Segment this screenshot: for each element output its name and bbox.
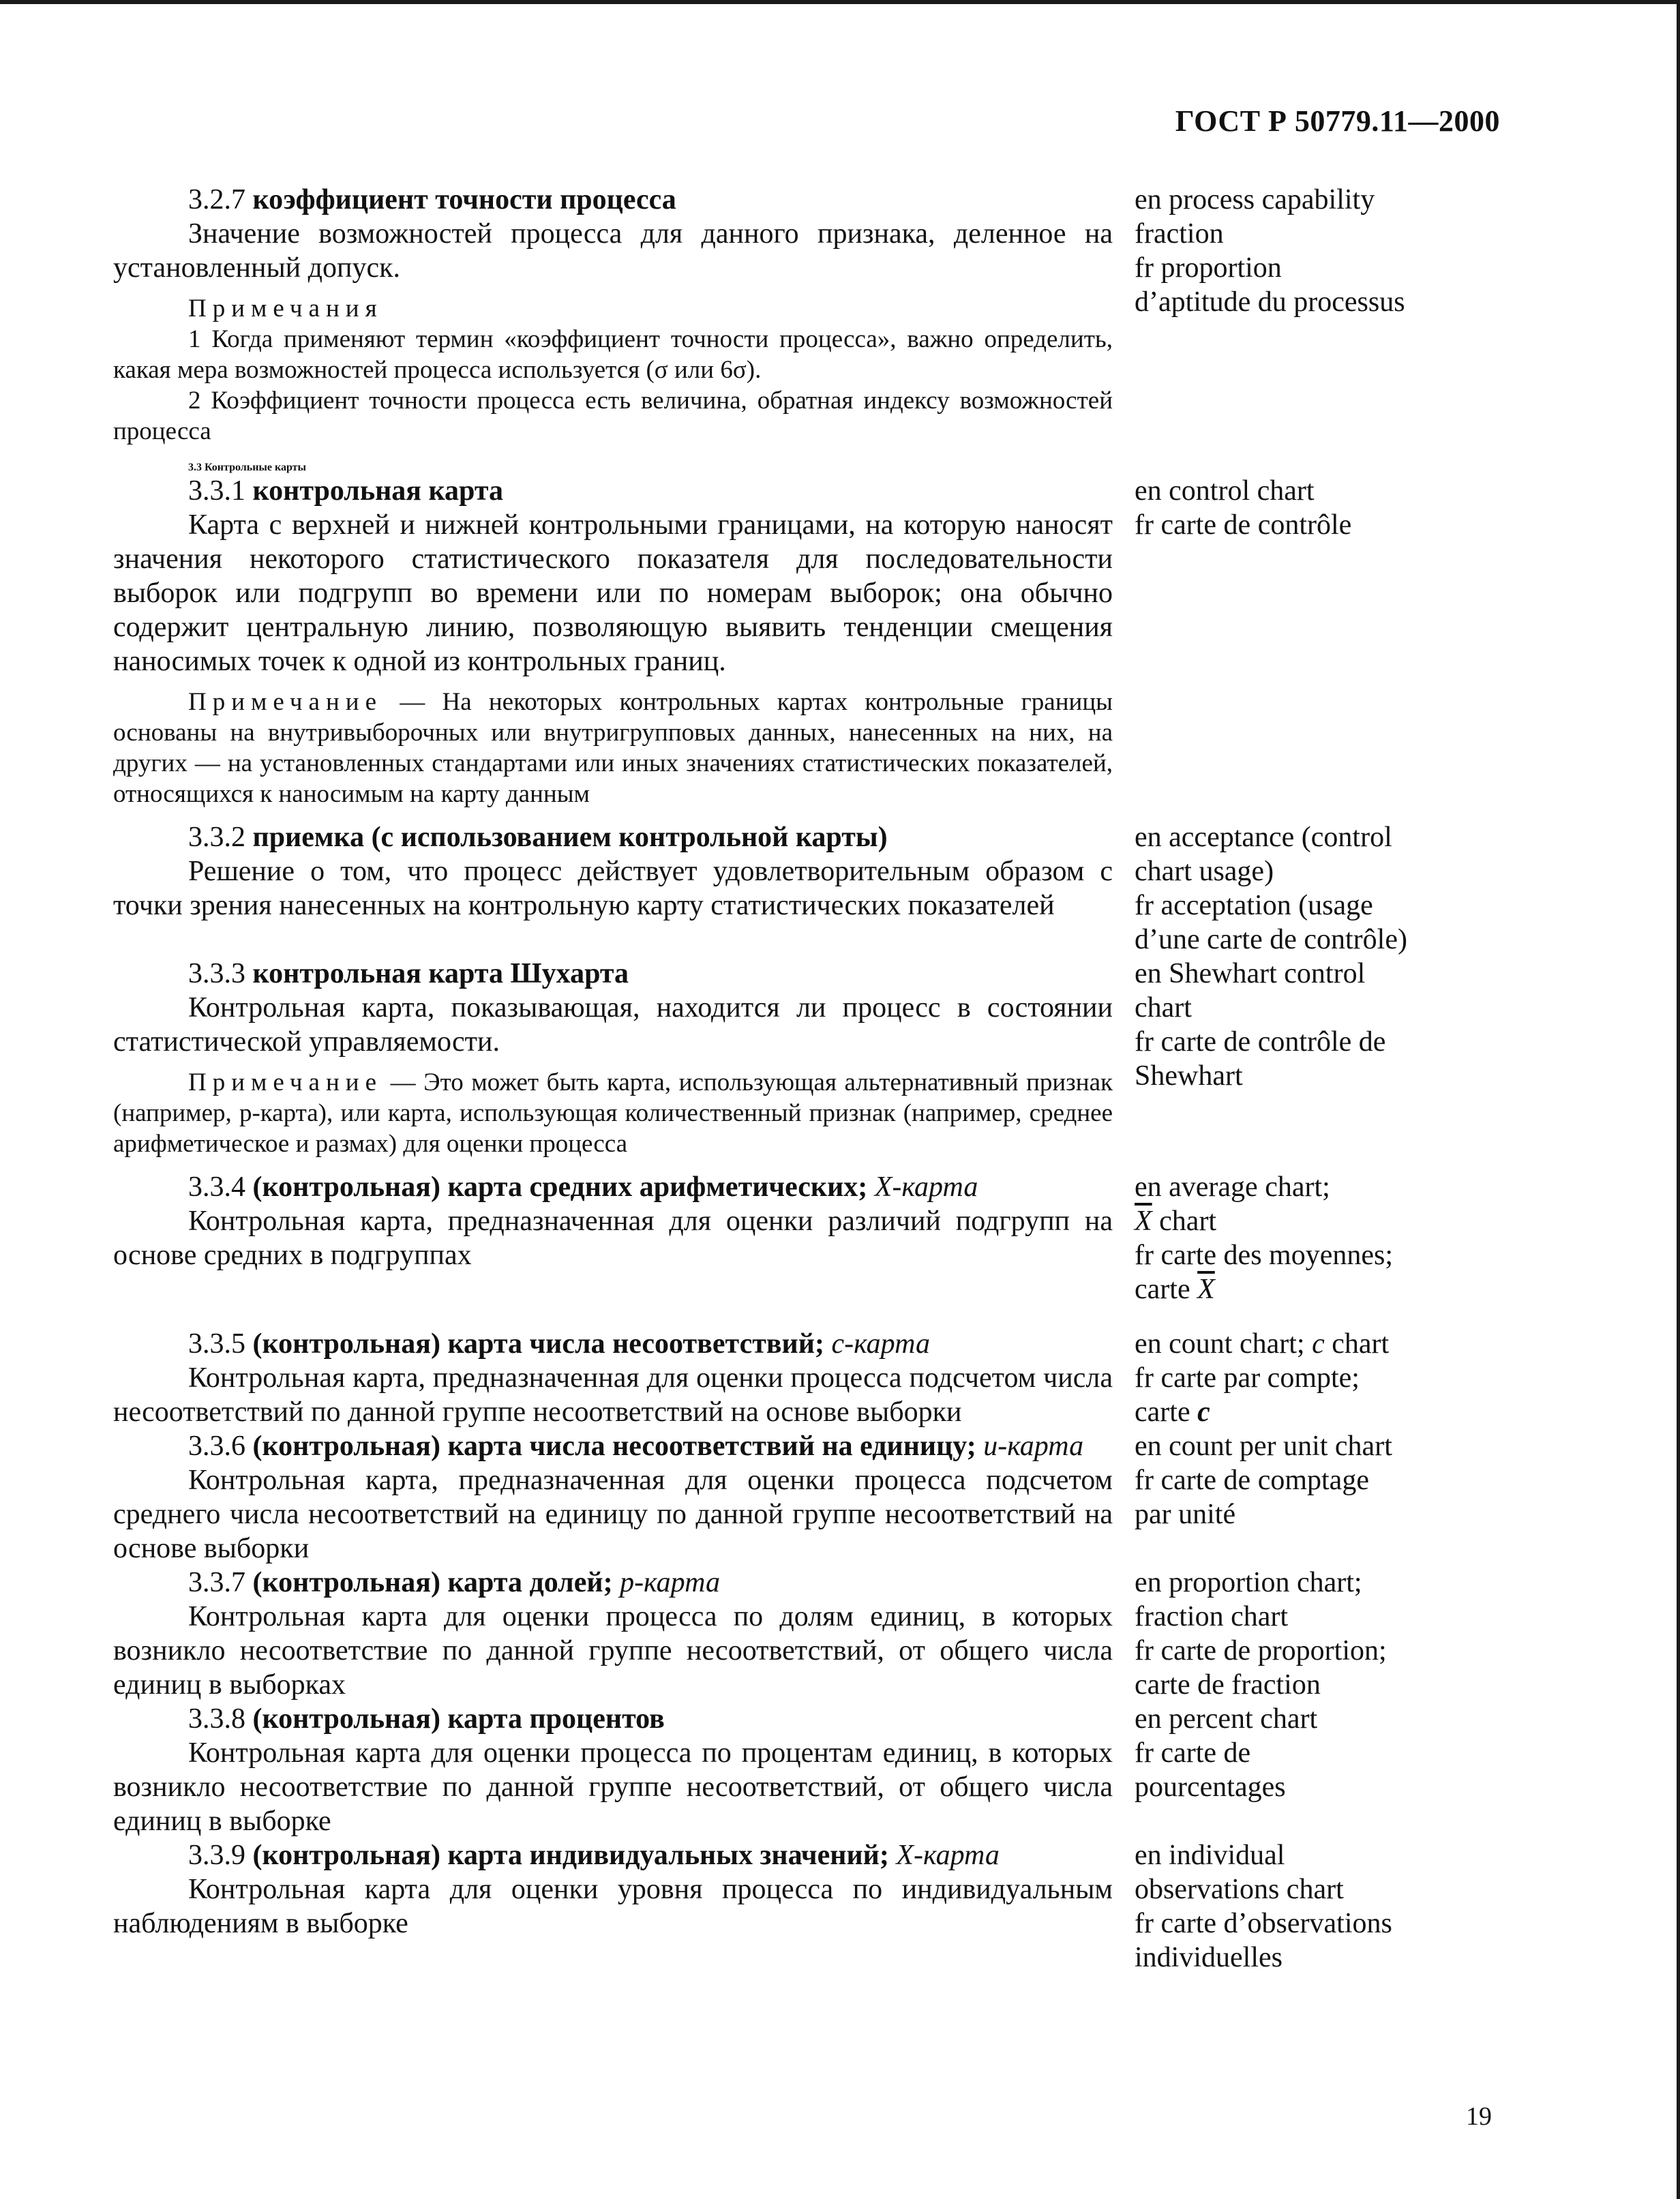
translations: en average chart; $\overline{X}$ chart fr carte des moyennes; carte $\overline{X}$ <box>1135 1171 1394 1305</box>
page-number: 19 <box>1466 2102 1492 2131</box>
note: Примечание — Это может быть карта, использующая альтернативный признак (например, p-карта), или карта, использующая количественный признак (например, среднее арифметическое и размах) для оценки процесса <box>113 1068 1113 1158</box>
term-heading: 3.3.5 (контрольная) карта числа несоответствий; c-карта <box>188 1328 930 1360</box>
term-heading: 3.2.7 коэффициент точности процесса <box>188 184 676 215</box>
term-name: (контрольная) карта числа несоответствий на единицу; <box>252 1431 976 1462</box>
translations: en percent chart fr carte de pourcentages <box>1135 1703 1318 1803</box>
term-name: контрольная карта <box>252 475 503 507</box>
term-name: приемка (с использованием контрольной карты) <box>252 822 888 853</box>
term-definition: Контрольная карта, предназначенная для оценки процесса подсчетом числа несоответствий по данной группе несоответствий на основе выборки <box>113 1362 1113 1428</box>
term-name: (контрольная) карта долей; <box>252 1567 613 1598</box>
term-name: (контрольная) карта процентов <box>252 1703 665 1735</box>
entry-3-3-5 <box>113 1327 1470 1429</box>
term-symbol: X-карта <box>874 1171 978 1203</box>
term-heading: 3.3.1 контрольная карта <box>188 475 503 507</box>
term-heading: 3.3.4 (контрольная) карта средних арифметических; X-карта <box>188 1171 978 1203</box>
term-heading: 3.3.9 (контрольная) карта индивидуальных значений; X-карта <box>188 1840 1000 1871</box>
term-definition: Карта с верхней и нижней контрольными границами, на которую наносят значения некоторого статистического показателя для последовательности выборок или подгрупп во времени или по номерам выборок; она обычно содержит центральную линию, позволяющую выявить тенденции смещения наносимых точек к одной из контрольных границ. <box>113 509 1113 677</box>
entry-3-3-1 <box>113 474 1470 809</box>
term-symbol: u-карта <box>983 1431 1084 1462</box>
translations: en count chart; c chart fr carte par compte; carte c <box>1135 1328 1390 1428</box>
term-name: (контрольная) карта средних арифметических; <box>252 1171 868 1203</box>
term-heading: 3.3.7 (контрольная) карта долей; p-карта <box>188 1567 720 1598</box>
note-1: 1 Когда применяют термин «коэффициент точности процесса», важно определить, какая мера возможностей процесса используется (σ или 6σ). <box>113 325 1113 384</box>
translations: en individual observations chart fr carte d’observations individuelles <box>1135 1840 1392 1973</box>
scan-edge-top <box>0 0 1680 4</box>
note-2: 2 Коэффициент точности процесса есть величина, обратная индексу возможностей процесса <box>113 387 1113 445</box>
translations: en control chart fr carte de contrôle <box>1135 475 1352 541</box>
entry-3-3-4 <box>113 1170 1470 1306</box>
page-content <box>113 183 1470 1975</box>
term-heading: 3.3.8 (контрольная) карта процентов <box>188 1703 665 1735</box>
translations: en acceptance (control chart usage) fr acceptation (usage d’une carte de contrôle) <box>1135 822 1407 955</box>
term-definition: Контрольная карта для оценки процесса по долям единиц, в которых возникло несоответствие по данной группе несоответствий, от общего числа единиц в выборках <box>113 1601 1113 1701</box>
translations: en Shewhart control chart fr carte de contrôle de Shewhart <box>1135 958 1386 1092</box>
entry-3-3-8 <box>113 1702 1470 1838</box>
term-name: (контрольная) карта индивидуальных значений; <box>252 1840 889 1871</box>
translations: en proportion chart; fraction chart fr carte de proportion; carte de fraction <box>1135 1567 1387 1701</box>
term-definition: Решение о том, что процесс действует удовлетворительным образом с точки зрения нанесенных на контрольную карту статистических показателей <box>113 856 1113 921</box>
term-symbol: c-карта <box>831 1328 930 1360</box>
entry-3-3-9 <box>113 1838 1470 1975</box>
entry-3-3-6 <box>113 1429 1470 1566</box>
term-definition: Контрольная карта для оценки процесса по процентам единиц, в которых возникло несоответствие по данной группе несоответствий, от общего числа единиц в выборке <box>113 1737 1113 1837</box>
entry-3-3-7 <box>113 1566 1470 1702</box>
term-definition: Контрольная карта, показывающая, находится ли процесс в состоянии статистической управляемости. <box>113 992 1113 1058</box>
scan-edge-right <box>1677 0 1680 2199</box>
term-definition: Контрольная карта, предназначенная для оценки различий подгрупп на основе средних в подгруппах <box>113 1206 1113 1271</box>
term-heading: 3.3.2 приемка (с использованием контрольной карты) <box>188 822 888 853</box>
term-heading: 3.3.6 (контрольная) карта числа несоответствий на единицу; u-карта <box>188 1431 1084 1462</box>
term-symbol: p-карта <box>620 1567 720 1598</box>
term-name: коэффициент точности процесса <box>252 184 676 215</box>
term-definition: Значение возможностей процесса для данного признака, деленное на установленный допуск. <box>113 218 1113 284</box>
term-heading: 3.3.3 контрольная карта Шухарта <box>188 958 629 989</box>
standard-header: ГОСТ Р 50779.11—2000 <box>1175 104 1500 138</box>
translations: en process capability fraction fr proportion d’aptitude du processus <box>1135 184 1405 318</box>
term-name: (контрольная) карта числа несоответствий; <box>252 1328 824 1360</box>
entry-3-2-7 <box>113 183 1470 447</box>
term-definition: Контрольная карта для оценки уровня процесса по индивидуальным наблюдениям в выборке <box>113 1874 1113 1939</box>
entry-3-3-2 <box>113 820 1470 957</box>
entry-3-3-3 <box>113 957 1470 1159</box>
notes-label: Примечания <box>188 295 383 323</box>
translations: en count per unit chart fr carte de comptage par unité <box>1135 1431 1392 1530</box>
x-bar-symbol: $\overline{X}$ <box>1197 1274 1215 1305</box>
term-symbol: X-карта <box>896 1840 1000 1871</box>
x-bar-symbol: $\overline{X}$ <box>1135 1206 1152 1237</box>
section-title: 3.3 Контрольные карты <box>188 462 307 473</box>
note: Примечание — На некоторых контрольных картах контрольные границы основаны на внутривыборочных или внутригрупповых данных, нанесенных на них, на других — на установленных стандартами или иных значениях статистических показателей, относящихся к наносимым на карту данным <box>113 688 1113 808</box>
term-definition: Контрольная карта, предназначенная для оценки процесса подсчетом среднего числа несоответствий на единицу по данной группе несоответствий на основе выборки <box>113 1465 1113 1564</box>
term-name: контрольная карта Шухарта <box>252 958 629 989</box>
